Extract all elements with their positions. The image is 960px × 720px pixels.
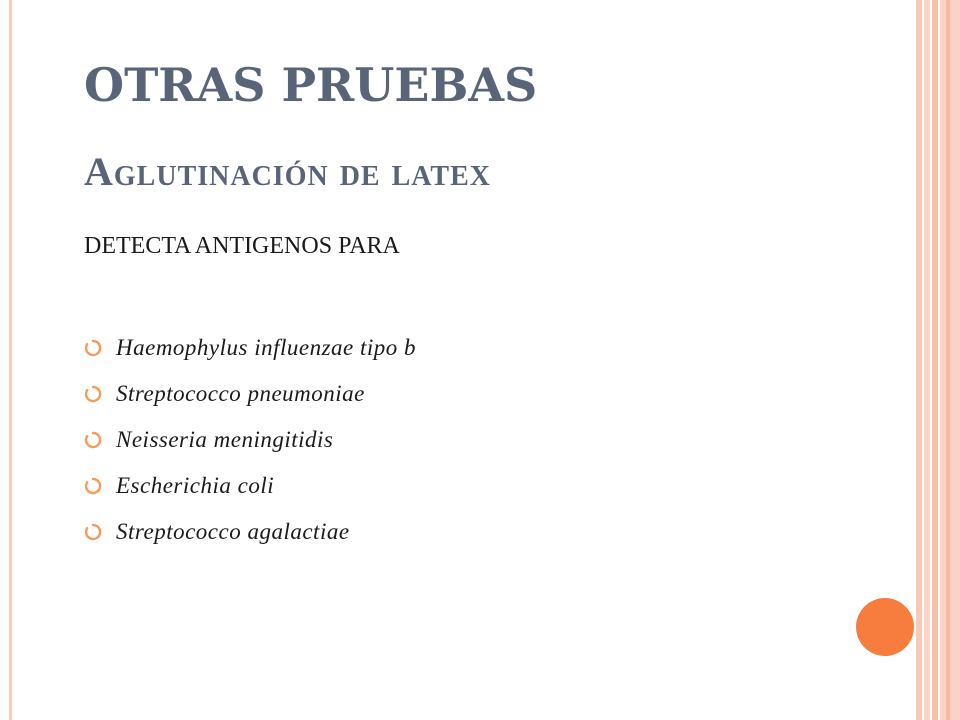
orange-ring-bullet-icon bbox=[84, 523, 102, 541]
list-item bbox=[84, 417, 416, 463]
list-item bbox=[84, 371, 416, 417]
right-stripe bbox=[916, 0, 922, 720]
orange-ring-bullet-icon bbox=[84, 477, 102, 495]
bullet-text: Haemophylus influenzae tipo b bbox=[116, 335, 417, 360]
orange-ring-bullet-icon bbox=[84, 431, 102, 449]
right-stripe bbox=[932, 0, 938, 720]
slide-title: OTRAS PRUEBAS bbox=[84, 58, 538, 112]
right-stripe bbox=[924, 0, 930, 720]
bullet-text: Escherichia coli bbox=[116, 473, 275, 498]
section-heading: DETECTA ANTIGENOS PARA bbox=[84, 233, 400, 259]
orange-circle-decoration bbox=[856, 598, 914, 656]
bullet-text: Streptococco agalactiae bbox=[116, 519, 350, 544]
bullet-list bbox=[84, 325, 416, 555]
list-item bbox=[84, 509, 416, 555]
bullet-text: Streptococco pneumoniae bbox=[116, 381, 365, 406]
right-stripe bbox=[946, 0, 950, 720]
left-border-line bbox=[9, 0, 12, 720]
orange-ring-bullet-icon bbox=[84, 385, 102, 403]
list-item bbox=[84, 325, 416, 371]
orange-ring-bullet-icon bbox=[84, 339, 102, 357]
slide-subtitle: Aglutinación de latex bbox=[84, 149, 491, 194]
list-item bbox=[84, 463, 416, 509]
right-stripe bbox=[940, 0, 960, 720]
bullet-text: Neisseria meningitidis bbox=[116, 427, 334, 452]
